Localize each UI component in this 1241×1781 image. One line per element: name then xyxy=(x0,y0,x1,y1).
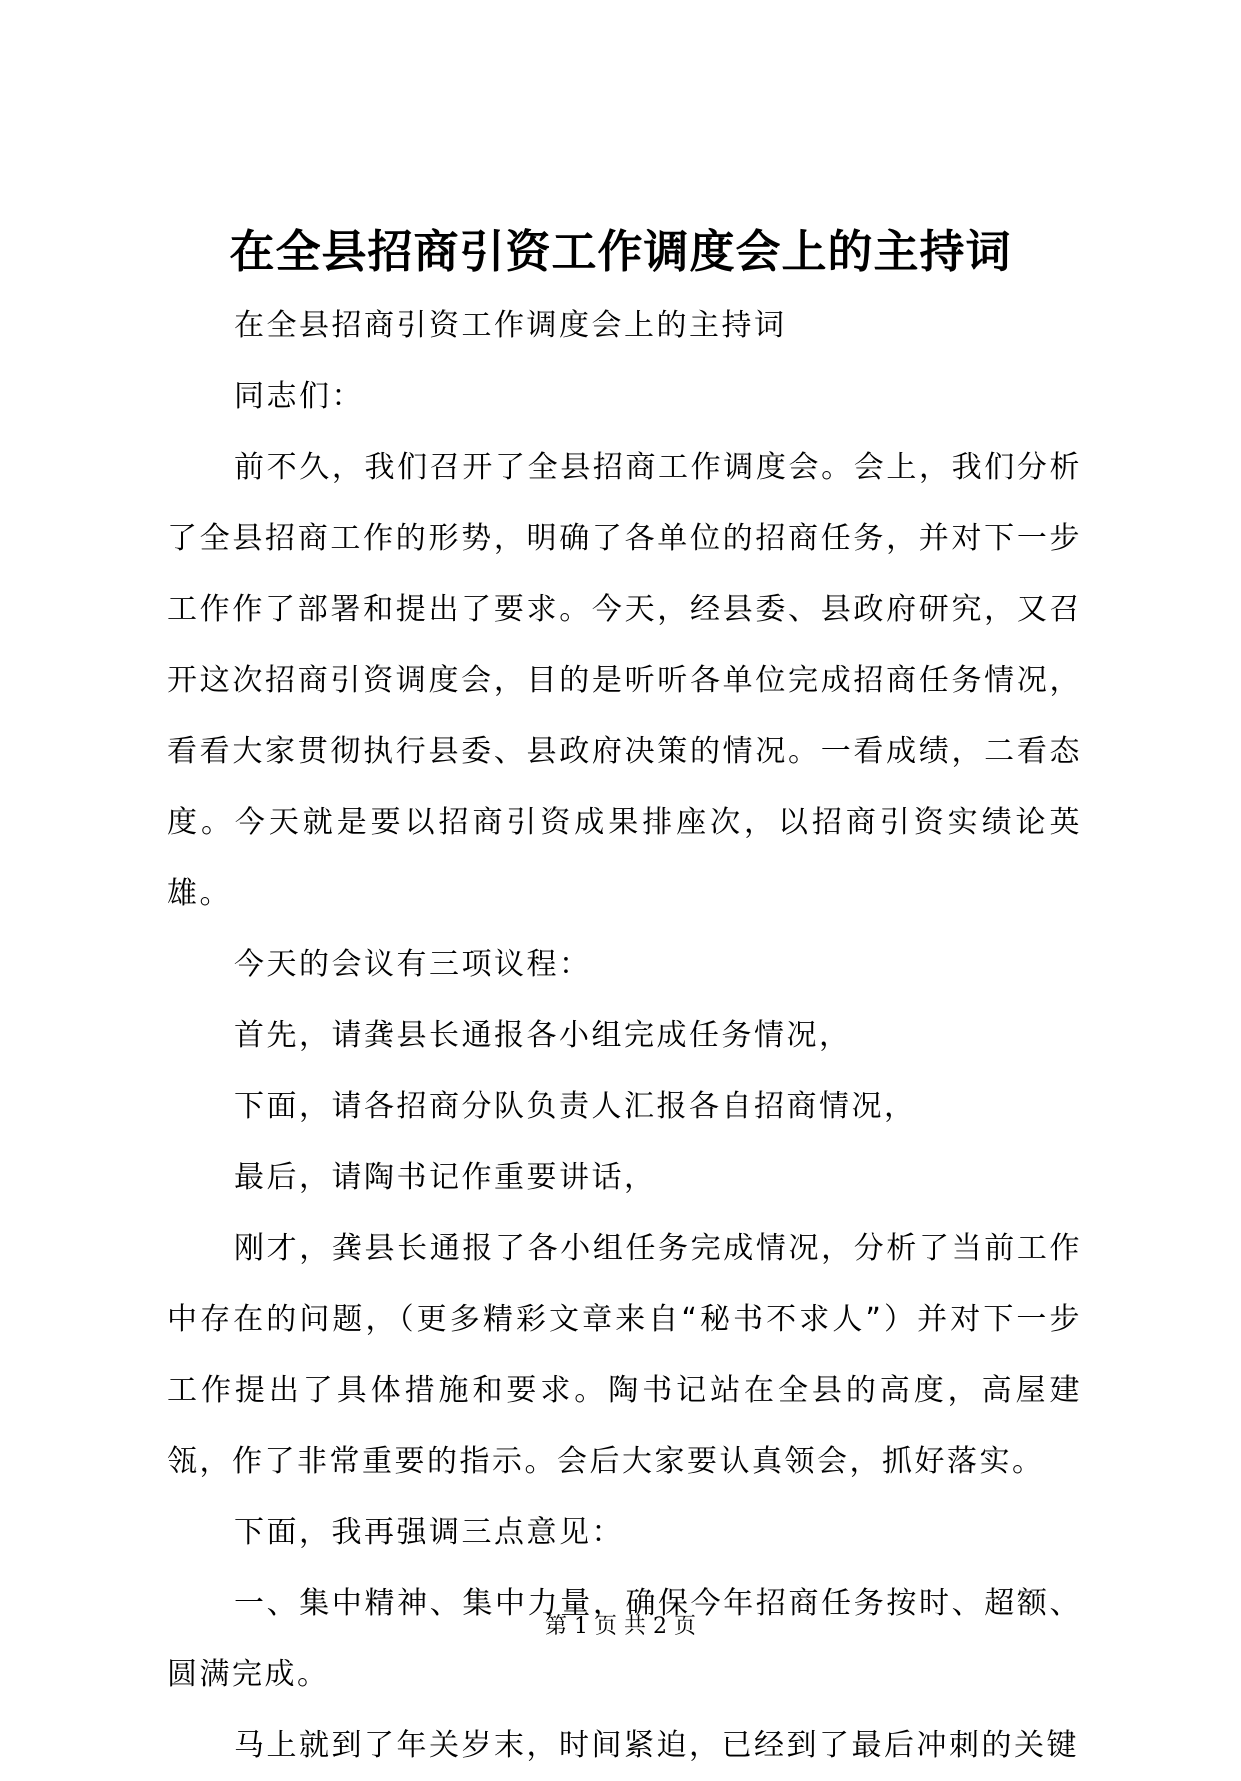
paragraph-agenda-heading: 今天的会议有三项议程： xyxy=(234,947,592,982)
paragraph-intro: 前不久，我们召开了全县招商工作调度会。会上，我们分析了全县招商工作的形势，明确了各单位的招商任务，并对下一步工作作了部署和提出了要求。今天，经县委、县政府研究，又召开这次招商引资调度会，目的是听听各单位完成招商任务情况，看看大家贯彻执行县委、县政府决策的情况。一看成绩，二看态度。今天就是要以招商引资成果排座次，以招商引资实绩论英雄。 xyxy=(167,450,1082,911)
paragraph-subtitle: 在全县招商引资工作调度会上的主持词 xyxy=(234,308,787,343)
paragraph-agenda-item-2: 下面，请各招商分队负责人汇报各自招商情况， xyxy=(234,1089,917,1124)
paragraph-continuation: 马上就到了年关岁末，时间紧迫，已经到了最后冲刺的关键 xyxy=(234,1728,1079,1763)
paragraph-agenda-item-3: 最后，请陶书记作重要讲话， xyxy=(234,1160,657,1195)
paragraph-summary: 刚才，龚县长通报了各小组任务完成情况，分析了当前工作中存在的问题，（更多精彩文章来自“秘书不求人”）并对下一步工作提出了具体措施和要求。陶书记站在全县的高度，高屋建瓴，作了非常重要的指示。会后大家要认真领会，抓好落实。 xyxy=(167,1231,1082,1479)
paragraph-salutation: 同志们： xyxy=(234,379,364,414)
page-number-footer: 第 1 页 共 2 页 xyxy=(545,1614,696,1639)
paragraph-agenda-item-1: 首先，请龚县长通报各小组完成任务情况， xyxy=(234,1018,852,1053)
document-body xyxy=(167,290,1082,1781)
paragraph-points-heading: 下面，我再强调三点意见： xyxy=(234,1515,624,1550)
document-title: 在全县招商引资工作调度会上的主持词 xyxy=(229,225,1012,278)
paragraph-point-1: 一、集中精神、集中力量，确保今年招商任务按时、超额、圆满完成。 xyxy=(167,1586,1082,1692)
